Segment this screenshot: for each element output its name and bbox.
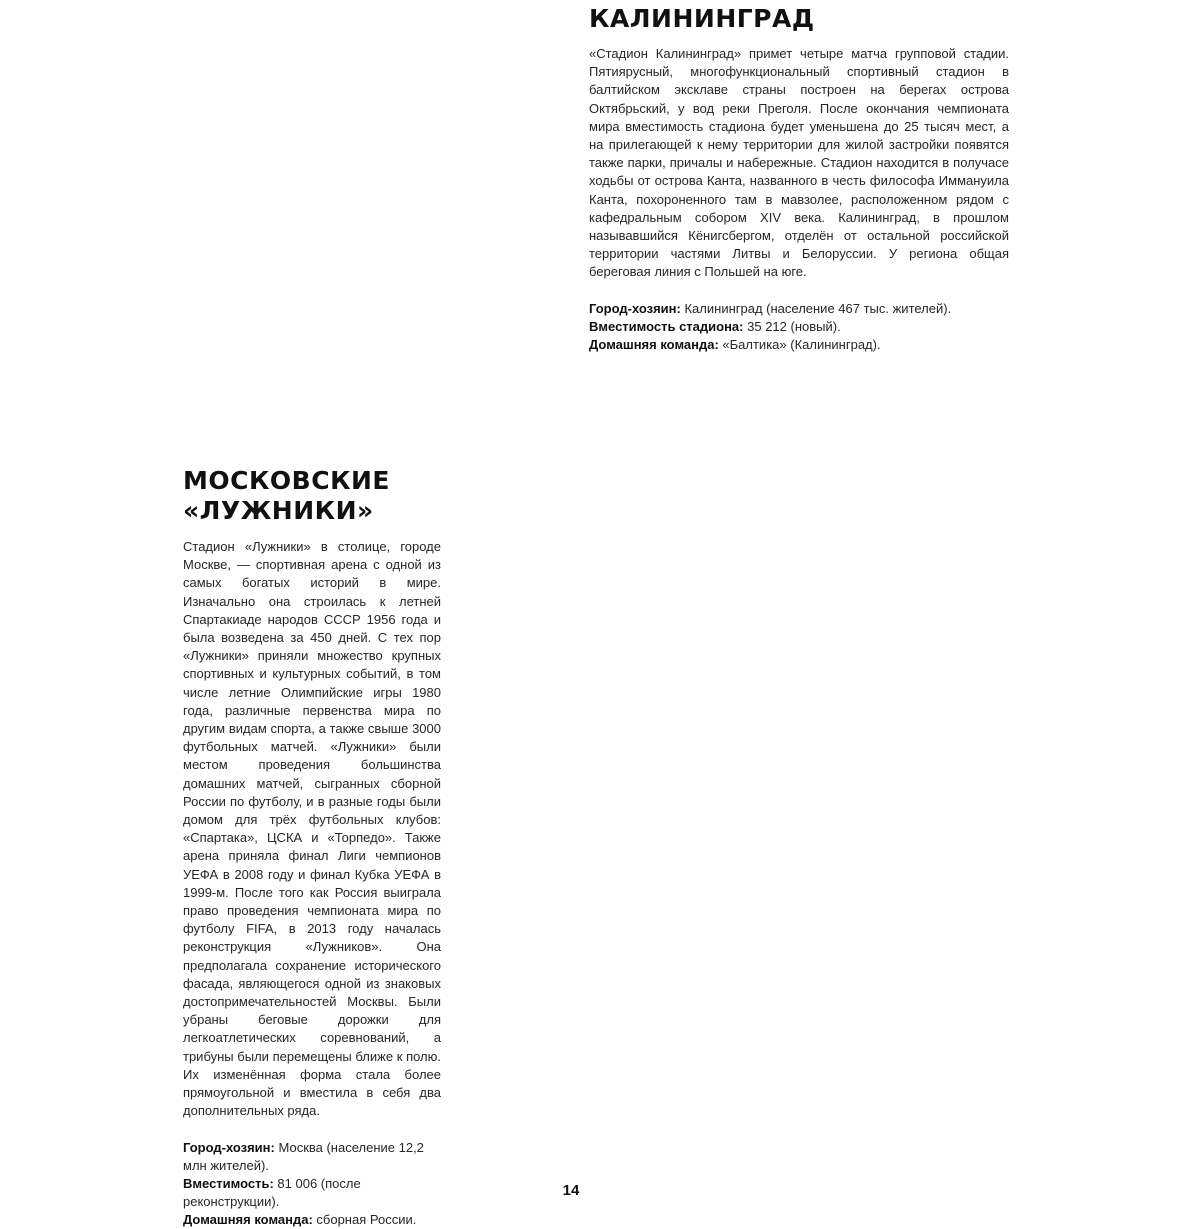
kaliningrad-section bbox=[589, 4, 1009, 354]
fact-label: Город-хозяин: bbox=[183, 1139, 275, 1155]
fact-value: «Балтика» (Калининград). bbox=[722, 336, 881, 352]
kaliningrad-facts bbox=[589, 300, 1009, 354]
fact-value: 35 212 (новый). bbox=[747, 318, 841, 334]
kaliningrad-title: КАЛИНИНГРАД bbox=[589, 4, 815, 33]
page-number: 14 bbox=[562, 1182, 580, 1199]
fact-home-team bbox=[589, 336, 1009, 354]
fact-value: 81 006 (после реконструкции). bbox=[183, 1175, 361, 1209]
kaliningrad-text: «Стадион Калининград» примет четыре матча групповой стадии. Пятиярусный, многофункциональный спортивный стадион в балтийском эксклаве страны построен на берегах острова Октябрьский, у вод реки Преголя. После окончания чемпионата мира вместимость стадиона будет уменьшена до 25 тысяч мест, а на прилегающей к нему территории для жилой застройки появятся также парки, причалы и набережные. Стадион находится в получасе ходьбы от острова Канта, названного в честь философа Иммануила Канта, похороненного там в мавзолее, расположенном рядом с кафедральным собором XIV века. Калининград, в прошлом называвшийся Кёнигсбергом, отделён от остальной российской территории частями Литвы и Белоруссии. У региона общая береговая линия с Польшей на юге. bbox=[589, 46, 1009, 280]
luzhniki-title-line1: МОСКОВСКИЕ bbox=[183, 466, 391, 495]
fact-host-city bbox=[183, 1139, 441, 1175]
fact-label: Вместимость стадиона: bbox=[589, 318, 744, 334]
fact-label: Домашняя команда: bbox=[589, 336, 719, 352]
fact-label: Домашняя команда: bbox=[183, 1211, 313, 1227]
fact-value: Калининград (население 467 тыс. жителей). bbox=[684, 300, 952, 316]
fact-capacity bbox=[589, 318, 1009, 336]
luzhniki-title bbox=[183, 466, 441, 526]
luzhniki-title-line2: «ЛУЖНИКИ» bbox=[183, 496, 374, 525]
fact-home-team bbox=[183, 1211, 441, 1229]
luzhniki-text: Стадион «Лужники» в столице, городе Москве, — спортивная арена с одной из самых богатых историй в мире. Изначально она строилась к летней Спартакиаде народов СССР 1956 года и была возведена за 450 дней. С тех пор «Лужники» приняли множество крупных спортивных и культурных событий, в том числе летние Олимпийские игры 1980 года, различные первенства мира по другим видам спорта, а также свыше 3000 футбольных матчей. «Лужники» были местом проведения большинства домашних матчей, сыгранных сборной России по футболу, и в разные годы были домом для трёх футбольных клубов: «Спартака», ЦСКА и «Торпедо». Также арена приняла финал Лиги чемпионов УЕФА в 2008 году и финал Кубка УЕФА в 1999-м. После того как Россия выиграла право проведения чемпионата мира по футболу FIFA, в 2013 году началась реконструкция «Лужников». Она предполагала сохранение исторического фасада, являющегося одной из знаковых достопримечательностей Москвы. Были убраны беговые дорожки для легкоатлетических соревнований, а трибуны были перемещены ближе к полю. Их изменённая форма стала более прямоугольной и вместила в себя два дополнительных ряда. bbox=[183, 539, 441, 1119]
fact-value: сборная России. bbox=[316, 1211, 417, 1227]
luzhniki-section bbox=[183, 466, 441, 1229]
fact-host-city bbox=[589, 300, 1009, 318]
fact-label: Город-хозяин: bbox=[589, 300, 681, 316]
fact-value: Москва (население 12,2 млн жителей). bbox=[183, 1139, 424, 1173]
fact-label: Вместимость: bbox=[183, 1175, 274, 1191]
